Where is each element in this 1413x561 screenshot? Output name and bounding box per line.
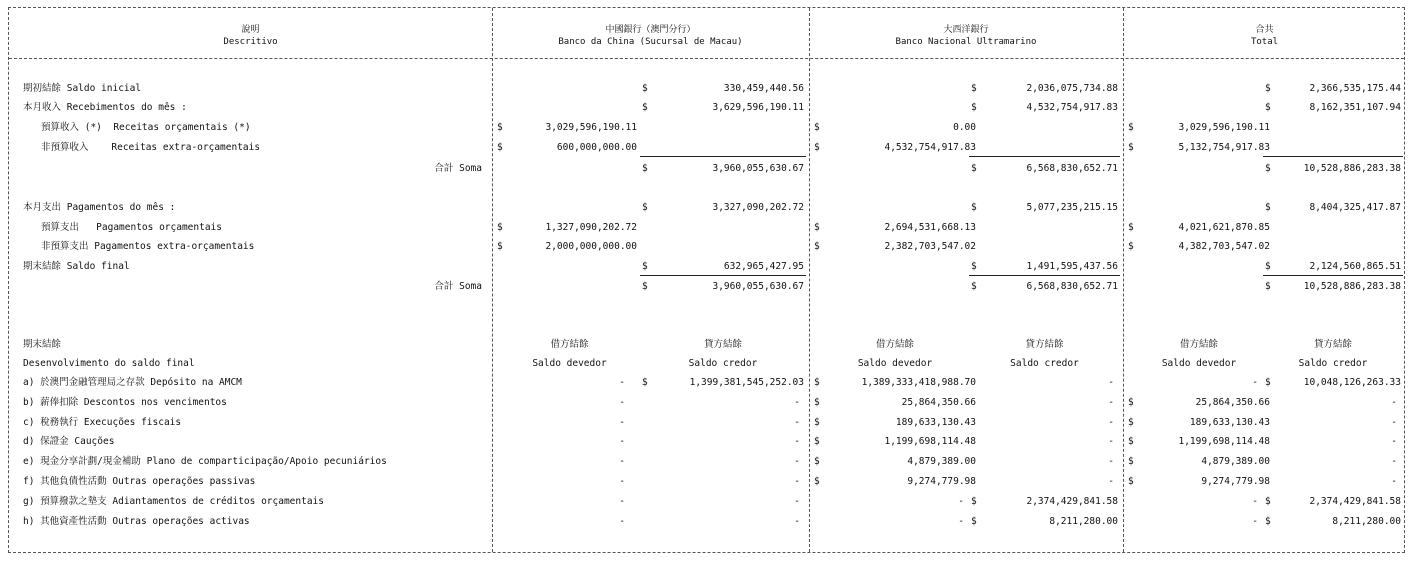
bottom-title-zh: 期末結餘 (23, 339, 62, 350)
header-total (1123, 24, 1406, 48)
currency-sign: $ (497, 142, 503, 153)
bnu-debit-pt: Saldo devedor (857, 358, 933, 369)
currency-sign: $ (1128, 436, 1134, 447)
currency-sign: $ (642, 202, 648, 213)
dash-cell: - (794, 476, 800, 487)
header-zh: 說明 (241, 25, 260, 35)
amount-cell: 600,000,000.00 (556, 142, 637, 153)
dash-cell: - (958, 496, 964, 507)
soma-label: 合計 Soma (434, 281, 482, 292)
currency-sign: $ (642, 163, 648, 174)
column-divider (1123, 8, 1124, 552)
currency-sign: $ (814, 142, 820, 153)
dash-cell: - (1108, 377, 1114, 388)
row-label: 預算支出 Pagamentos orçamentais (41, 222, 222, 233)
currency-sign: $ (642, 281, 648, 292)
boc-credit-zh: 貸方結餘 (703, 339, 742, 350)
row-label: g) 預算撥款之墊支 Adiantamentos de créditos orçamentais (23, 496, 324, 507)
column-divider (809, 8, 810, 552)
dash-cell: - (794, 456, 800, 467)
amount-cell: 330,459,440.56 (723, 83, 804, 94)
amount-cell: 1,389,333,418,988.70 (861, 377, 976, 388)
amount-cell: 2,374,429,841.58 (1026, 496, 1118, 507)
amount-cell: 3,960,055,630.67 (712, 281, 804, 292)
currency-sign: $ (1128, 456, 1134, 467)
column-divider (492, 8, 493, 552)
dash-cell: - (794, 417, 800, 428)
total-underline (640, 275, 806, 276)
amount-cell: 1,199,698,114.48 (1178, 436, 1270, 447)
dash-cell: - (1108, 436, 1114, 447)
total-underline (969, 156, 1120, 157)
amount-cell: 2,694,531,668.13 (884, 222, 976, 233)
amount-cell: 2,366,535,175.44 (1309, 83, 1401, 94)
amount-cell: 4,879,389.00 (1201, 456, 1270, 467)
dash-cell: - (619, 417, 625, 428)
currency-sign: $ (971, 261, 977, 272)
dash-cell: - (619, 436, 625, 447)
dash-cell: - (1252, 496, 1258, 507)
currency-sign: $ (642, 261, 648, 272)
header-descritivo (9, 24, 492, 48)
amount-cell: 2,000,000,000.00 (545, 241, 637, 252)
row-label: 本月收入 Recebimentos do mês : (23, 102, 187, 113)
header-zh: 中國銀行（澳門分行） (605, 25, 696, 35)
amount-cell: 8,162,351,107.94 (1309, 102, 1401, 113)
currency-sign: $ (497, 241, 503, 252)
amount-cell: 3,029,596,190.11 (1178, 122, 1270, 133)
header-banco-da-china (492, 24, 809, 48)
row-label: 本月支出 Pagamentos do mês : (23, 202, 176, 213)
dash-cell: - (1252, 377, 1258, 388)
boc-debit-pt: Saldo devedor (532, 358, 607, 369)
boc-debit-zh: 借方結餘 (550, 339, 589, 350)
dash-cell: - (619, 456, 625, 467)
amount-cell: 10,048,126,263.33 (1303, 377, 1401, 388)
total-underline (640, 156, 806, 157)
currency-sign: $ (1128, 222, 1134, 233)
dash-cell: - (619, 397, 625, 408)
row-label: 預算收入 (*) Receitas orçamentais (*) (41, 122, 251, 133)
header-pt: Banco Nacional Ultramarino (895, 37, 1037, 47)
amount-cell: 5,132,754,917.83 (1178, 142, 1270, 153)
currency-sign: $ (971, 163, 977, 174)
bnu-credit-zh: 貸方結餘 (1025, 339, 1064, 350)
amount-cell: 0.00 (953, 122, 976, 133)
dash-cell: - (958, 516, 964, 527)
row-label: h) 其他資產性活動 Outras operações activas (23, 516, 250, 527)
currency-sign: $ (1128, 142, 1134, 153)
dash-cell: - (794, 496, 800, 507)
dash-cell: - (619, 516, 625, 527)
currency-sign: $ (642, 102, 648, 113)
currency-sign: $ (814, 397, 820, 408)
dash-cell: - (1108, 456, 1114, 467)
boc-credit-pt: Saldo credor (688, 358, 758, 369)
currency-sign: $ (971, 516, 977, 527)
amount-cell: 6,568,830,652.71 (1026, 163, 1118, 174)
currency-sign: $ (1265, 281, 1271, 292)
header-bnu (809, 24, 1123, 48)
amount-cell: 5,077,235,215.15 (1026, 202, 1118, 213)
amount-cell: 8,211,280.00 (1049, 516, 1118, 527)
dash-cell: - (1252, 516, 1258, 527)
amount-cell: 10,528,886,283.38 (1303, 281, 1401, 292)
currency-sign: $ (814, 222, 820, 233)
amount-cell: 25,864,350.66 (901, 397, 976, 408)
amount-cell: 2,382,703,547.02 (884, 241, 976, 252)
amount-cell: 2,036,075,734.88 (1026, 83, 1118, 94)
currency-sign: $ (814, 122, 820, 133)
amount-cell: 9,274,779.98 (1201, 476, 1270, 487)
amount-cell: 1,327,090,202.72 (545, 222, 637, 233)
amount-cell: 10,528,886,283.38 (1303, 163, 1401, 174)
amount-cell: 4,382,703,547.02 (1178, 241, 1270, 252)
amount-cell: 632,965,427.95 (723, 261, 804, 272)
amount-cell: 189,633,130.43 (895, 417, 976, 428)
dash-cell: - (1391, 456, 1397, 467)
amount-cell: 3,327,090,202.72 (712, 202, 804, 213)
row-label: e) 現金分享計劃/現金補助 Plano de comparticipação/Apoio pecuniários (23, 456, 387, 467)
row-label: 期末結餘 Saldo final (23, 261, 130, 272)
currency-sign: $ (971, 496, 977, 507)
total-credit-zh: 貸方結餘 (1313, 339, 1352, 350)
dash-cell: - (1108, 476, 1114, 487)
currency-sign: $ (971, 281, 977, 292)
currency-sign: $ (814, 476, 820, 487)
amount-cell: 3,029,596,190.11 (545, 122, 637, 133)
header-divider (9, 58, 1404, 59)
currency-sign: $ (971, 102, 977, 113)
row-label: 非預算收入 Receitas extra-orçamentais (41, 142, 261, 153)
total-credit-pt: Saldo credor (1298, 358, 1368, 369)
amount-cell: 1,399,381,545,252.03 (689, 377, 804, 388)
total-underline (1263, 275, 1403, 276)
row-label: a) 於澳門金融管理局之存款 Depósito na AMCM (23, 377, 242, 388)
dash-cell: - (1391, 397, 1397, 408)
currency-sign: $ (1128, 476, 1134, 487)
header-zh: 合共 (1255, 25, 1274, 35)
header-pt: Descritivo (223, 37, 278, 47)
currency-sign: $ (1265, 202, 1271, 213)
dash-cell: - (1108, 397, 1114, 408)
amount-cell: 3,960,055,630.67 (712, 163, 804, 174)
amount-cell: 1,491,595,437.56 (1026, 261, 1118, 272)
header-pt: Total (1250, 37, 1279, 47)
dash-cell: - (619, 476, 625, 487)
amount-cell: 4,879,389.00 (907, 456, 976, 467)
currency-sign: $ (1265, 102, 1271, 113)
dash-cell: - (794, 516, 800, 527)
amount-cell: 4,532,754,917.83 (1026, 102, 1118, 113)
currency-sign: $ (1128, 122, 1134, 133)
row-label: 期初結餘 Saldo inicial (23, 83, 142, 94)
currency-sign: $ (642, 377, 648, 388)
currency-sign: $ (814, 241, 820, 252)
bnu-credit-pt: Saldo credor (1010, 358, 1079, 369)
amount-cell: 189,633,130.43 (1189, 417, 1270, 428)
currency-sign: $ (1128, 241, 1134, 252)
bottom-title-pt: Desenvolvimento do saldo final (23, 358, 195, 369)
header-zh: 大西洋銀行 (943, 25, 989, 35)
row-label: 非預算支出 Pagamentos extra-orçamentais (41, 241, 255, 252)
header-pt: Banco da China (Sucursal de Macau) (558, 37, 743, 47)
dash-cell: - (1391, 417, 1397, 428)
currency-sign: $ (1265, 261, 1271, 272)
dash-cell: - (619, 496, 625, 507)
amount-cell: 25,864,350.66 (1195, 397, 1270, 408)
currency-sign: $ (1265, 516, 1271, 527)
dash-cell: - (1391, 476, 1397, 487)
currency-sign: $ (1265, 83, 1271, 94)
dash-cell: - (619, 377, 625, 388)
amount-cell: 1,199,698,114.48 (884, 436, 976, 447)
currency-sign: $ (814, 456, 820, 467)
amount-cell: 6,568,830,652.71 (1026, 281, 1118, 292)
row-label: b) 薪俸扣除 Descontos nos vencimentos (23, 397, 227, 408)
dash-cell: - (1391, 436, 1397, 447)
currency-sign: $ (642, 83, 648, 94)
amount-cell: 8,404,325,417.87 (1309, 202, 1401, 213)
row-label: c) 稅務執行 Execuções fiscais (23, 417, 182, 428)
currency-sign: $ (497, 122, 503, 133)
currency-sign: $ (971, 83, 977, 94)
currency-sign: $ (1128, 397, 1134, 408)
row-label: d) 保證金 Cauções (23, 436, 115, 447)
dash-cell: - (1108, 417, 1114, 428)
total-underline (969, 275, 1120, 276)
amount-cell: 8,211,280.00 (1332, 516, 1401, 527)
amount-cell: 4,532,754,917.83 (884, 142, 976, 153)
currency-sign: $ (814, 417, 820, 428)
currency-sign: $ (1128, 417, 1134, 428)
currency-sign: $ (1265, 163, 1271, 174)
amount-cell: 3,629,596,190.11 (712, 102, 804, 113)
total-debit-pt: Saldo devedor (1161, 358, 1237, 369)
amount-cell: 2,124,560,865.51 (1309, 261, 1401, 272)
currency-sign: $ (971, 202, 977, 213)
amount-cell: 9,274,779.98 (907, 476, 976, 487)
total-debit-zh: 借方結餘 (1179, 339, 1218, 350)
currency-sign: $ (1265, 496, 1271, 507)
dash-cell: - (794, 397, 800, 408)
currency-sign: $ (1265, 377, 1271, 388)
currency-sign: $ (497, 222, 503, 233)
statement-table (8, 7, 1405, 553)
amount-cell: 2,374,429,841.58 (1309, 496, 1401, 507)
soma-label: 合計 Soma (434, 163, 482, 174)
dash-cell: - (794, 436, 800, 447)
amount-cell: 4,021,621,870.85 (1178, 222, 1270, 233)
currency-sign: $ (814, 436, 820, 447)
currency-sign: $ (814, 377, 820, 388)
row-label: f) 其他負債性活動 Outras operações passivas (23, 476, 256, 487)
bnu-debit-zh: 借方結餘 (875, 339, 914, 350)
total-underline (1263, 156, 1403, 157)
